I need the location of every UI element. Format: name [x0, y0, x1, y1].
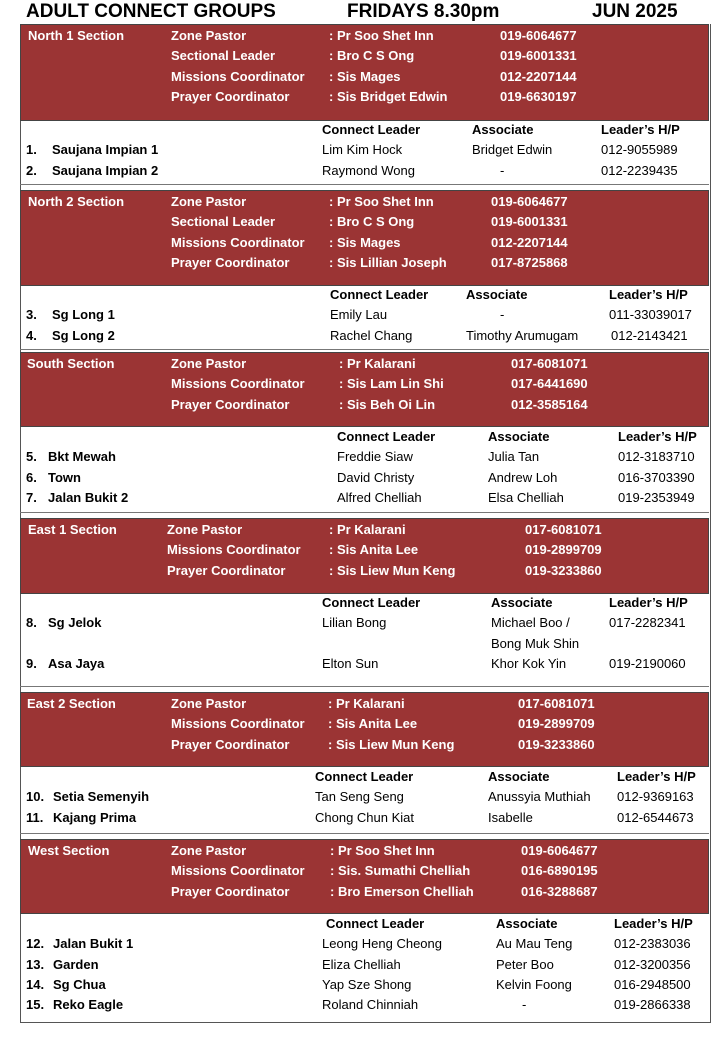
group-number: 1.	[26, 142, 37, 157]
role-phone: 012-3585164	[511, 397, 588, 412]
leader-phone: 012-3200356	[614, 957, 691, 972]
role-title: Prayer Coordinator	[171, 89, 290, 104]
role-title: Missions Coordinator	[167, 542, 301, 557]
group-name: Sg Long 2	[52, 328, 115, 343]
group-name: Jalan Bukit 2	[48, 490, 129, 505]
group-number: 6.	[26, 470, 37, 485]
table-row	[20, 327, 709, 345]
section-name: South Section	[27, 356, 115, 371]
group-leader: Raymond Wong	[322, 163, 415, 178]
group-leader: Rachel Chang	[330, 328, 413, 343]
group-leader: Alfred Chelliah	[337, 490, 422, 505]
role-title: Prayer Coordinator	[171, 884, 290, 899]
hp-header: Leader’s H/P	[609, 287, 688, 302]
section-name: North 1 Section	[28, 28, 125, 43]
group-name: Sg Long 1	[52, 307, 115, 322]
role-phone: 019-6064677	[500, 28, 577, 43]
group-name: Setia Semenyih	[53, 789, 150, 804]
section-band-east-1	[20, 518, 709, 594]
leader-phone: 012-2239435	[601, 163, 678, 178]
group-number: 10.	[26, 789, 45, 804]
associate-header: Associate	[491, 595, 553, 610]
role-phone: 019-6630197	[500, 89, 577, 104]
group-associate: -	[500, 163, 505, 178]
role-person: : Bro C S Ong	[329, 214, 415, 229]
associate-header: Associate	[472, 122, 534, 137]
section-band-south	[20, 352, 709, 427]
month-label: JUN 2025	[592, 1, 678, 22]
section-band-north-1	[20, 24, 709, 121]
section-band-west	[20, 839, 709, 914]
table-row	[20, 489, 709, 507]
role-title: Zone Pastor	[171, 356, 247, 371]
group-associate-second: Bong Muk Shin	[491, 636, 580, 651]
role-phone: 019-3233860	[518, 737, 595, 752]
leader-header: Connect Leader	[322, 595, 421, 610]
group-leader: Lim Kim Hock	[322, 142, 403, 157]
associate-header: Associate	[466, 287, 528, 302]
leader-phone: 012-9369163	[617, 789, 694, 804]
group-name: Sg Chua	[53, 977, 106, 992]
table-header	[20, 428, 709, 446]
table-row-continuation	[20, 635, 709, 653]
role-title: Missions Coordinator	[171, 716, 305, 731]
leader-phone: 016-3703390	[618, 470, 695, 485]
section-divider	[20, 512, 709, 513]
leader-phone: 019-2190060	[609, 656, 686, 671]
group-name: Saujana Impian 1	[52, 142, 159, 157]
role-title: Missions Coordinator	[171, 376, 305, 391]
group-name: Sg Jelok	[48, 615, 102, 630]
group-associate: Kelvin Foong	[496, 977, 572, 992]
role-phone: 019-6064677	[491, 194, 568, 209]
table-header	[20, 594, 709, 612]
group-number: 7.	[26, 490, 37, 505]
table-header	[20, 768, 709, 786]
group-number: 11.	[26, 810, 44, 825]
table-row	[20, 655, 709, 673]
role-person: : Sis Bridget Edwin	[329, 89, 448, 104]
role-person: : Bro Emerson Chelliah	[330, 884, 474, 899]
role-person: : Sis Lam Lin Shi	[339, 376, 444, 391]
role-phone: 019-6001331	[500, 48, 577, 63]
role-person: : Sis Mages	[329, 69, 401, 84]
associate-header: Associate	[488, 769, 550, 784]
group-leader: Emily Lau	[330, 307, 388, 322]
group-leader: Chong Chun Kiat	[315, 810, 415, 825]
group-associate: Bridget Edwin	[472, 142, 553, 157]
table-row	[20, 162, 709, 180]
section-divider	[20, 184, 709, 185]
page-title: ADULT CONNECT GROUPS	[26, 1, 276, 22]
table-row	[20, 809, 709, 827]
section-divider	[20, 833, 709, 834]
role-person: : Sis Mages	[329, 235, 401, 250]
section-band-north-2	[20, 190, 709, 286]
role-person: : Sis Liew Mun Keng	[329, 563, 456, 578]
group-name: Town	[48, 470, 81, 485]
group-associate: Khor Kok Yin	[491, 656, 567, 671]
group-name: Garden	[53, 957, 99, 972]
group-associate: Andrew Loh	[488, 470, 558, 485]
leader-phone: 011-33039017	[609, 307, 692, 322]
role-title: Sectional Leader	[171, 48, 276, 63]
leader-phone: 019-2866338	[614, 997, 691, 1012]
leader-header: Connect Leader	[326, 916, 425, 931]
role-title: Zone Pastor	[171, 843, 247, 858]
role-person: : Sis Anita Lee	[328, 716, 418, 731]
group-name: Saujana Impian 2	[52, 163, 159, 178]
leader-header: Connect Leader	[330, 287, 429, 302]
role-title: Prayer Coordinator	[171, 737, 290, 752]
table-row	[20, 469, 709, 487]
role-person: : Pr Soo Shet Inn	[329, 194, 434, 209]
leader-header: Connect Leader	[337, 429, 436, 444]
role-title: Zone Pastor	[171, 28, 247, 43]
role-phone: 017-8725868	[491, 255, 568, 270]
group-number: 8.	[26, 615, 37, 630]
group-associate: Peter Boo	[496, 957, 554, 972]
group-name: Reko Eagle	[53, 997, 124, 1012]
role-phone: 017-6081071	[518, 696, 595, 711]
hp-header: Leader’s H/P	[614, 916, 693, 931]
role-title: Zone Pastor	[171, 696, 247, 711]
associate-header: Associate	[488, 429, 550, 444]
group-number: 13.	[26, 957, 45, 972]
group-number: 14.	[26, 977, 45, 992]
role-person: : Sis Liew Mun Keng	[328, 737, 455, 752]
group-leader: Yap Sze Shong	[322, 977, 412, 992]
role-title: Prayer Coordinator	[167, 563, 286, 578]
associate-header: Associate	[496, 916, 558, 931]
group-number: 4.	[26, 328, 37, 343]
role-person: : Bro C S Ong	[329, 48, 415, 63]
role-person: : Pr Soo Shet Inn	[329, 28, 434, 43]
group-associate: Elsa Chelliah	[488, 490, 564, 505]
group-leader: Lilian Bong	[322, 615, 387, 630]
section-divider	[20, 686, 709, 687]
group-leader: Freddie Siaw	[337, 449, 413, 464]
section-divider	[20, 349, 709, 350]
table-row	[20, 956, 709, 974]
group-associate: Michael Boo /	[491, 615, 570, 630]
group-leader: Roland Chinniah	[322, 997, 419, 1012]
hp-header: Leader’s H/P	[601, 122, 680, 137]
page-header	[0, 0, 720, 24]
role-phone: 016-3288687	[521, 884, 598, 899]
section-name: East 2 Section	[27, 696, 116, 711]
hp-header: Leader’s H/P	[609, 595, 688, 610]
table-row	[20, 614, 709, 632]
group-name: Jalan Bukit 1	[53, 936, 134, 951]
table-header	[20, 915, 709, 933]
group-number: 5.	[26, 449, 37, 464]
group-associate: -	[522, 997, 527, 1012]
role-title: Prayer Coordinator	[171, 397, 290, 412]
hp-header: Leader’s H/P	[617, 769, 696, 784]
group-number: 2.	[26, 163, 37, 178]
role-person: : Sis. Sumathi Chelliah	[330, 863, 471, 878]
role-title: Missions Coordinator	[171, 863, 305, 878]
group-name: Asa Jaya	[48, 656, 105, 671]
role-title: Missions Coordinator	[171, 235, 305, 250]
leader-phone: 012-2143421	[611, 328, 688, 343]
role-person: : Sis Beh Oi Lin	[339, 397, 436, 412]
group-number: 9.	[26, 656, 37, 671]
role-phone: 019-6064677	[521, 843, 598, 858]
role-title: Sectional Leader	[171, 214, 276, 229]
leader-phone: 017-2282341	[609, 615, 686, 630]
leader-phone: 019-2353949	[618, 490, 695, 505]
group-leader: Leong Heng Cheong	[322, 936, 442, 951]
role-phone: 019-3233860	[525, 563, 602, 578]
table-row	[20, 141, 709, 159]
leader-phone: 012-6544673	[617, 810, 694, 825]
meeting-schedule: FRIDAYS 8.30pm	[347, 1, 500, 22]
table-header	[20, 121, 709, 139]
group-associate: Anussyia Muthiah	[488, 789, 591, 804]
section-band-east-2	[20, 692, 709, 767]
role-person: : Pr Kalarani	[329, 522, 406, 537]
role-title: Zone Pastor	[167, 522, 243, 537]
table-row	[20, 976, 709, 994]
group-associate: -	[500, 307, 505, 322]
section-name: East 1 Section	[28, 522, 117, 537]
leader-header: Connect Leader	[315, 769, 414, 784]
group-leader: David Christy	[337, 470, 415, 485]
role-phone: 019-2899709	[518, 716, 595, 731]
hp-header: Leader’s H/P	[618, 429, 697, 444]
group-leader: Tan Seng Seng	[315, 789, 404, 804]
group-associate: Au Mau Teng	[496, 936, 573, 951]
group-associate: Isabelle	[488, 810, 533, 825]
role-person: : Sis Anita Lee	[329, 542, 419, 557]
table-row	[20, 935, 709, 953]
role-person: : Sis Lillian Joseph	[329, 255, 447, 270]
group-leader: Eliza Chelliah	[322, 957, 401, 972]
role-phone: 019-2899709	[525, 542, 602, 557]
table-row	[20, 448, 709, 466]
role-phone: 016-6890195	[521, 863, 598, 878]
group-number: 3.	[26, 307, 37, 322]
group-associate: Timothy Arumugam	[466, 328, 579, 343]
leader-header: Connect Leader	[322, 122, 421, 137]
section-name: North 2 Section	[28, 194, 125, 209]
role-title: Missions Coordinator	[171, 69, 305, 84]
group-leader: Elton Sun	[322, 656, 379, 671]
role-person: : Pr Kalarani	[328, 696, 405, 711]
group-associate: Julia Tan	[488, 449, 540, 464]
leader-phone: 012-3183710	[618, 449, 695, 464]
role-phone: 012-2207144	[491, 235, 568, 250]
table-header	[20, 286, 709, 304]
group-name: Kajang Prima	[53, 810, 137, 825]
role-phone: 012-2207144	[500, 69, 577, 84]
table-row	[20, 996, 709, 1014]
role-person: : Pr Kalarani	[339, 356, 416, 371]
group-number: 12.	[26, 936, 45, 951]
table-row	[20, 306, 709, 324]
table-row	[20, 788, 709, 806]
role-phone: 019-6001331	[491, 214, 568, 229]
role-phone: 017-6441690	[511, 376, 588, 391]
leader-phone: 012-2383036	[614, 936, 691, 951]
leader-phone: 012-9055989	[601, 142, 678, 157]
role-phone: 017-6081071	[511, 356, 588, 371]
role-phone: 017-6081071	[525, 522, 602, 537]
role-title: Prayer Coordinator	[171, 255, 290, 270]
role-title: Zone Pastor	[171, 194, 247, 209]
group-name: Bkt Mewah	[48, 449, 116, 464]
section-name: West Section	[28, 843, 110, 858]
group-number: 15.	[26, 997, 45, 1012]
role-person: : Pr Soo Shet Inn	[330, 843, 435, 858]
leader-phone: 016-2948500	[614, 977, 691, 992]
